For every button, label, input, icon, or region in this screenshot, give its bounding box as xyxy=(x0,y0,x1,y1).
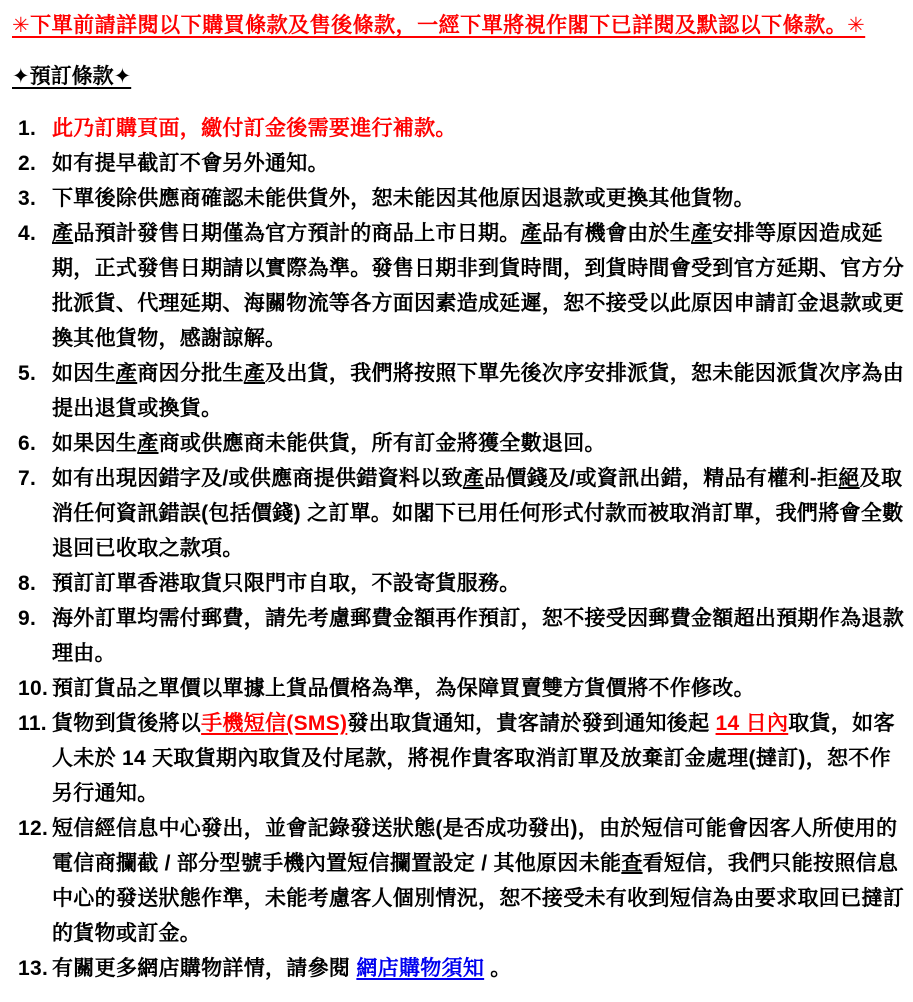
term-text: 下單後除供應商確認未能供貨外，恕未能因其他原因退款或更換其他貨物。 xyxy=(52,187,755,210)
variant-char-underline: 査 xyxy=(621,852,643,875)
variant-char-underline: 產 xyxy=(52,222,74,245)
variant-char-underline: 產 xyxy=(520,222,542,245)
term-item xyxy=(10,706,905,811)
term-text: 如有提早截訂不會另外通知。 xyxy=(52,152,329,175)
term-text xyxy=(52,117,457,140)
purchase-warning-header: ✳下單前請詳閱以下購買條款及售後條款，一經下單將視作閣下已詳閱及默認以下條款。✳ xyxy=(12,14,866,37)
term-item xyxy=(10,811,905,951)
term-text: 有關更多網店購物詳情，請參閱 網店購物須知 。 xyxy=(52,957,512,980)
term-number: 11. xyxy=(18,712,47,735)
term-item xyxy=(10,461,905,566)
term-number: 6. xyxy=(18,432,37,455)
term-text: 如果因生產商或供應商未能供貨，所有訂金將獲全數退回。 xyxy=(52,432,606,455)
variant-char-underline: 產 xyxy=(243,362,266,385)
term-number: 2. xyxy=(18,152,37,175)
variant-char-underline: 產 xyxy=(137,432,159,455)
term-number: 8. xyxy=(18,572,37,595)
variant-char-underline: 產 xyxy=(462,467,485,490)
term-item xyxy=(10,356,905,426)
variant-char-underline: 產 xyxy=(115,362,138,385)
store-shopping-guide-link[interactable]: 網店購物須知 xyxy=(356,957,485,980)
term-number: 13. xyxy=(18,957,49,980)
term-number: 10. xyxy=(18,677,49,700)
term-item xyxy=(10,181,905,216)
term-item xyxy=(10,426,905,461)
variant-char-underline: 絕 xyxy=(838,467,860,490)
term-item xyxy=(10,951,905,986)
term-item xyxy=(10,146,905,181)
term-item xyxy=(10,566,905,601)
term-text: 短信經信息中心發出，並會記錄發送狀態(是否成功發出)，由於短信可能會因客人所使用的電信商攔截 / 部分型號手機內置短信攔置設定 / 其他原因未能査看短信，我們只能按照信息中心的發送狀態作準，未能考慮客人個別情況，恕不接受未有收到短信為由要求取回已撻訂的貨物或訂金。 xyxy=(52,817,904,945)
term-item xyxy=(10,216,905,356)
term-number: 12. xyxy=(18,817,49,840)
term-item xyxy=(10,111,905,146)
term-number: 1. xyxy=(18,117,37,140)
term-item xyxy=(10,671,905,706)
deposit-warning-text: 此乃訂購頁面，繳付訂金後需要進行補款。 xyxy=(52,117,457,140)
pickup-deadline-highlight: 14 日內 xyxy=(715,712,789,735)
term-text: 如有出現因錯字及/或供應商提供錯資料以致產品價錢及/或資訊出錯，精品有權利-拒絕及取消任何資訊錯誤(包括價錢) 之訂單。如閣下已用任何形式付款而被取消訂單，我們將會全數退回已收取之款項。 xyxy=(52,467,904,560)
term-number: 4. xyxy=(18,222,37,245)
sms-notice-highlight: 手機短信(SMS) xyxy=(201,712,348,735)
term-text: 預訂訂單香港取貨只限門市自取，不設寄貨服務。 xyxy=(52,572,521,595)
term-number: 9. xyxy=(18,607,37,630)
terms-list xyxy=(10,111,905,986)
term-item xyxy=(10,601,905,671)
section-title-preorder-terms: ✦預訂條款✦ xyxy=(12,65,132,88)
term-text: 如因生產商因分批生產及出貨，我們將按照下單先後次序安排派貨，恕未能因派貨次序為由提出退貨或換貨。 xyxy=(52,362,905,420)
term-text: 產品預計發售日期僅為官方預計的商品上市日期。產品有機會由於生產安排等原因造成延期，正式發售日期請以實際為準。發售日期非到貨時間，到貨時間會受到官方延期、官方分批派貨、代理延期、海關物流等各方面因素造成延遲，恕不接受以此原因申請訂金退款或更換其他貨物，感謝諒解。 xyxy=(52,222,904,350)
variant-char-underline: 產 xyxy=(691,222,713,245)
term-text: 貨物到貨後將以手機短信(SMS)發出取貨通知，貴客請於發到通知後起 14 日內取貨，如客人未於 14 天取貨期內取貨及付尾款，將視作貴客取消訂單及放棄訂金處理(撻訂)，恕不作另行通知。 xyxy=(52,712,895,805)
term-number: 3. xyxy=(18,187,37,210)
term-text: 海外訂單均需付郵費，請先考慮郵費金額再作預訂，恕不接受因郵費金額超出預期作為退款理由。 xyxy=(52,607,904,665)
term-number: 5. xyxy=(18,362,37,385)
term-text: 預訂貨品之單價以單據上貨品價格為準，為保障買賣雙方貨價將不作修改。 xyxy=(52,677,755,700)
term-number: 7. xyxy=(18,467,37,490)
